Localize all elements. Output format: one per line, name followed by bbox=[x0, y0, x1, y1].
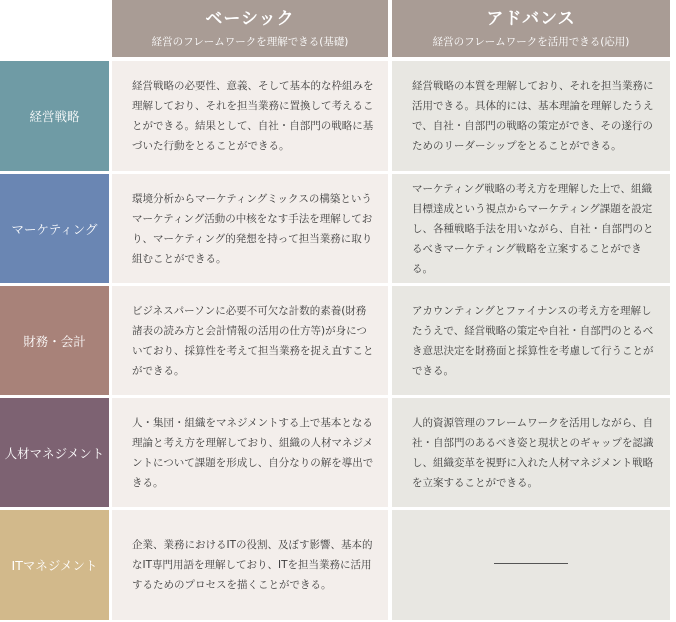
cell-basic-marketing bbox=[112, 174, 388, 283]
cell-text: 人・集団・組織をマネジメントする上で基本となる理論と考え方を理解しており、組織の人材マネジメントについて課題を形成し、自分なりの解を導出できる。 bbox=[132, 416, 374, 489]
row-label-text: 財務・会計 bbox=[23, 333, 86, 349]
column-title-advanced: アドバンス bbox=[486, 9, 576, 29]
column-title-basic: ベーシック bbox=[205, 9, 295, 29]
cell-text: 企業、業務におけるITの役割、及ぼす影響、基本的なIT専門用語を理解しており、ITを担当業務に活用するためのプロセスを描くことができる。 bbox=[132, 539, 373, 591]
cell-basic-it bbox=[112, 510, 388, 620]
column-subtitle-advanced: 経営のフレームワークを活用できる(応用) bbox=[432, 36, 630, 48]
cell-text: 人的資源管理のフレームワークを活用しながら、自社・自部門のあるべき姿と現状とのギャップを認識し、組織変革を視野に入れた人材マネジメント戦略を立案することができる。 bbox=[412, 416, 654, 489]
cell-advanced-it bbox=[392, 510, 670, 620]
cell-text: マーケティング戦略の考え方を理解した上で、組織目標達成という視点からマーケティング課題を設定し、各種戦略手法を用いながら、自社・自部門のとるべきマーケティング戦略を立案することができる。 bbox=[412, 182, 654, 275]
cell-text: 環境分析からマーケティングミックスの構築というマーケティング活動の中核をなす手法を理解しており、マーケティング的発想を持って担当業務に取り組むことができる。 bbox=[132, 192, 373, 265]
cell-text: ビジネスパーソンに必要不可欠な計数的素養(財務諸表の読み方と会計情報の活用の仕方等)が身についており、採算性を考えて担当業務を捉え直すことができる。 bbox=[132, 304, 374, 377]
cell-text: 経営戦略の本質を理解しており、それを担当業務に活用できる。具体的には、基本理論を理解したうえで、自社・自部門の戦略の策定ができ、その遂行のためのリーダーシップをとることができる。 bbox=[412, 80, 654, 152]
row-label-text: ITマネジメント bbox=[11, 558, 98, 573]
row-label-it bbox=[0, 510, 109, 620]
cell-basic-strategy bbox=[112, 61, 388, 171]
column-subtitle-basic: 経営のフレームワークを理解できる(基礎) bbox=[151, 36, 349, 48]
cell-advanced-marketing bbox=[392, 174, 670, 283]
row-label-text: 経営戦略 bbox=[29, 109, 80, 124]
cell-basic-finance bbox=[112, 286, 388, 395]
cell-advanced-hr bbox=[392, 398, 670, 507]
cell-advanced-strategy bbox=[392, 61, 670, 171]
row-label-finance bbox=[0, 286, 109, 395]
empty-cell-dash bbox=[494, 563, 568, 564]
row-label-strategy bbox=[0, 61, 109, 171]
row-label-hr bbox=[0, 398, 109, 507]
cell-text: アカウンティングとファイナンスの考え方を理解したうえで、経営戦略の策定や自社・自部門のとるべき意思決定を財務面と採算性を考慮して行うことができる。 bbox=[412, 304, 654, 377]
column-header-advanced bbox=[392, 0, 670, 57]
row-label-text: 人材マネジメント bbox=[4, 445, 105, 461]
cell-text: 経営戦略の必要性、意義、そして基本的な枠組みを理解しており、それを担当業務に置換して考えることができる。結果として、自社・自部門の戦略に基づいた行動をとることができる。 bbox=[132, 80, 374, 152]
cell-basic-hr bbox=[112, 398, 388, 507]
row-label-marketing bbox=[0, 174, 109, 283]
row-label-text: マーケティング bbox=[11, 221, 98, 237]
column-header-basic bbox=[112, 0, 388, 57]
cell-advanced-finance bbox=[392, 286, 670, 395]
